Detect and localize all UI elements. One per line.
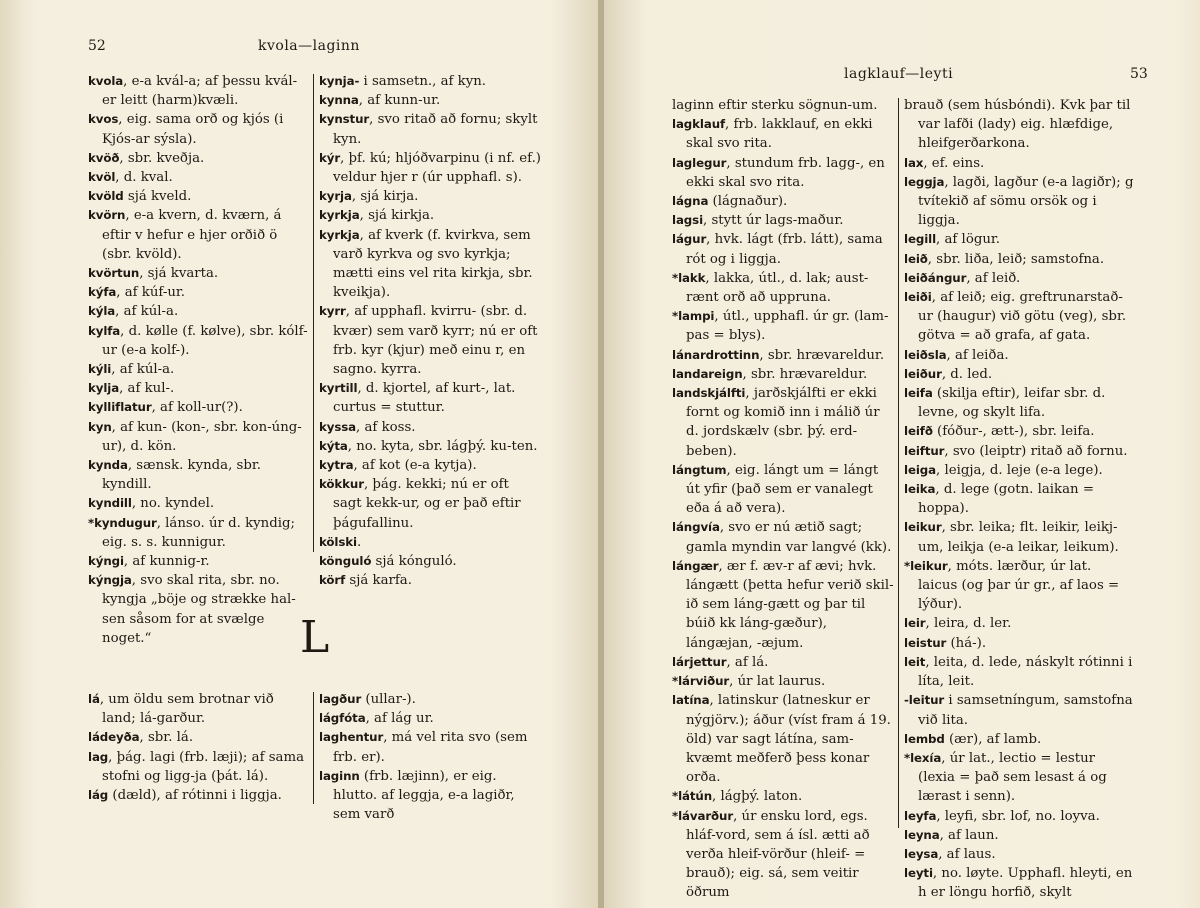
dictionary-entry bbox=[672, 115, 894, 153]
entry-headword: -leitur bbox=[904, 693, 945, 708]
entry-definition: brauð (sem húsbóndi). Kvk þar til var lafði (lady) eig. hlæfdige, hleifgerðarkona. bbox=[904, 98, 1131, 152]
dictionary-entry bbox=[672, 461, 894, 519]
entry-definition: i samsetn., af kyn. bbox=[359, 74, 487, 89]
entry-headword: lembd bbox=[904, 731, 945, 746]
entry-headword: laginn bbox=[319, 768, 360, 783]
entry-definition: , af kot (e-a kytja). bbox=[353, 458, 477, 474]
dictionary-column bbox=[904, 96, 1134, 903]
dictionary-entry bbox=[672, 557, 894, 653]
dictionary-entry bbox=[319, 767, 541, 825]
entry-definition: , svo ritað að fornu; skylt kyn. bbox=[333, 112, 538, 147]
entry-definition: , sbr. hrævareldur. bbox=[742, 366, 868, 382]
dictionary-entry bbox=[904, 864, 1134, 902]
entry-headword: leifð bbox=[904, 424, 933, 439]
entry-headword: leiðángur bbox=[904, 270, 967, 285]
dictionary-entry bbox=[672, 653, 894, 672]
entry-definition: , má vel rita svo (sem frb. er). bbox=[333, 730, 528, 765]
dictionary-entry bbox=[88, 552, 310, 571]
dictionary-entry bbox=[904, 518, 1134, 556]
dictionary-entry bbox=[672, 307, 894, 345]
entry-definition: (ær), af lamb. bbox=[944, 731, 1042, 747]
dictionary-entry bbox=[88, 690, 310, 728]
entry-headword: kyn bbox=[88, 419, 112, 434]
entry-definition: , leita, d. lede, náskylt rótinni i líta, leit. bbox=[918, 654, 1133, 690]
section-letter: L bbox=[300, 612, 330, 663]
entry-headword: lagklauf bbox=[672, 117, 726, 132]
entry-definition: , sbr. kveðja. bbox=[119, 150, 205, 166]
entry-definition: , af laus. bbox=[938, 846, 996, 862]
entry-definition: , af kul-. bbox=[119, 381, 175, 397]
dictionary-entry bbox=[672, 691, 894, 787]
dictionary-entry bbox=[319, 571, 541, 590]
dictionary-entry bbox=[904, 154, 1134, 173]
dictionary-entry bbox=[904, 422, 1134, 441]
entry-definition: , sjá kvarta. bbox=[139, 266, 219, 282]
entry-headword: leiftur bbox=[904, 443, 945, 458]
entry-definition: , sjá kirja. bbox=[351, 189, 419, 205]
dictionary-entry bbox=[88, 72, 310, 110]
entry-headword: kýngi bbox=[88, 554, 124, 569]
entry-definition: , lakka, útl., d. lak; aust-rænt orð að uppruna. bbox=[686, 270, 869, 306]
entry-headword: leiði bbox=[904, 290, 932, 305]
entry-headword: leika bbox=[904, 482, 936, 497]
entry-headword: *látún bbox=[672, 789, 713, 804]
entry-headword: *lávarður bbox=[672, 808, 734, 823]
entry-definition: , d. led. bbox=[941, 366, 993, 382]
entry-definition: i samsetníngum, samstofna við lita. bbox=[918, 693, 1133, 728]
dictionary-entry bbox=[88, 728, 310, 747]
dictionary-entry bbox=[319, 475, 541, 533]
entry-definition: sjá karfa. bbox=[345, 573, 412, 589]
entry-definition: , af koll-ur(?). bbox=[151, 400, 243, 416]
entry-headword: *lárviður bbox=[672, 674, 730, 689]
entry-headword: lag bbox=[88, 749, 109, 764]
entry-headword: kynna bbox=[319, 93, 359, 108]
dictionary-entry bbox=[88, 206, 310, 264]
dictionary-entry bbox=[904, 653, 1134, 691]
page-number: 53 bbox=[1130, 66, 1148, 82]
dictionary-entry bbox=[319, 437, 541, 456]
entry-definition: , af lögur. bbox=[936, 232, 1001, 248]
entry-definition: , sbr. lá. bbox=[139, 730, 194, 746]
entry-definition: , svo skal rita, sbr. no. kyngja „böje og strække hal-sen såsom for at svælge noget.“ bbox=[102, 573, 296, 646]
entry-definition: (ullar-). bbox=[361, 692, 416, 707]
dictionary-entry bbox=[904, 691, 1134, 729]
entry-headword: lárjettur bbox=[672, 654, 727, 669]
dictionary-entry bbox=[319, 690, 541, 709]
entry-headword: kökkur bbox=[319, 477, 364, 492]
entry-headword: lánardrottinn bbox=[672, 347, 760, 362]
entry-headword: leiga bbox=[904, 462, 936, 477]
entry-headword: kyssa bbox=[319, 419, 357, 434]
entry-definition: , þág. kekki; nú er oft sagt kekk-ur, og er það eftir þágufallinu. bbox=[333, 477, 521, 531]
entry-headword: laghentur bbox=[319, 730, 384, 745]
dictionary-entry bbox=[672, 269, 894, 307]
entry-definition: , af leið. bbox=[966, 270, 1021, 286]
entry-headword: kvörtun bbox=[88, 266, 140, 281]
dictionary-entry bbox=[88, 264, 310, 283]
dictionary-entry bbox=[319, 709, 541, 728]
column-rule bbox=[313, 74, 314, 552]
entry-definition: sjá kveld. bbox=[123, 189, 192, 205]
entry-headword: kýta bbox=[319, 438, 348, 453]
entry-headword: kylja bbox=[88, 381, 120, 396]
entry-definition: , d. kval. bbox=[115, 170, 173, 186]
entry-definition: , leira, d. ler. bbox=[925, 616, 1012, 632]
entry-headword: lagsi bbox=[672, 213, 704, 228]
entry-definition: , jarðskjálfti er ekki fornt og komið inn i málið úr d. jordskælv (sbr. þý. erd-beben). bbox=[686, 386, 880, 459]
dictionary-entry bbox=[88, 187, 310, 206]
entry-headword: leistur bbox=[904, 635, 947, 650]
left-page bbox=[0, 0, 598, 908]
entry-headword: kvola bbox=[88, 74, 124, 88]
entry-definition: (fóður-, ætt-), sbr. leifa. bbox=[932, 424, 1095, 440]
dictionary-entry bbox=[319, 379, 541, 417]
dictionary-entry bbox=[88, 494, 310, 513]
entry-headword: lágur bbox=[672, 232, 707, 247]
entry-definition: , d. lege (gotn. laikan = hoppa). bbox=[918, 482, 1094, 517]
entry-headword: leyfa bbox=[904, 808, 937, 823]
dictionary-entry bbox=[672, 787, 894, 806]
entry-headword: landareign bbox=[672, 366, 743, 381]
entry-headword: kylfa bbox=[88, 323, 121, 338]
entry-headword: *lakk bbox=[672, 270, 706, 285]
dictionary-entry bbox=[88, 360, 310, 379]
dictionary-entry bbox=[904, 557, 1134, 615]
entry-headword: laglegur bbox=[672, 155, 727, 170]
entry-definition: (há-). bbox=[946, 635, 987, 651]
dictionary-entry bbox=[672, 365, 894, 384]
dictionary-entry bbox=[672, 807, 894, 903]
dictionary-entry bbox=[319, 206, 541, 225]
entry-headword: lágfóta bbox=[319, 711, 366, 726]
entry-definition: , leyfi, sbr. lof, no. loyva. bbox=[936, 808, 1100, 824]
entry-definition: , eig. lángt um = lángt út yfir (það sem er vanalegt eða á að vera). bbox=[686, 462, 879, 517]
entry-definition: , no. løyte. Upphafl. hleyti, en h er löngu horfið, skylt bbox=[918, 866, 1133, 901]
entry-definition: , af kunn-ur. bbox=[358, 93, 441, 109]
entry-headword: *kyndugur bbox=[88, 515, 157, 530]
entry-headword: leyti bbox=[904, 866, 933, 881]
dictionary-entry bbox=[88, 322, 310, 360]
dictionary-entry bbox=[904, 730, 1134, 749]
entry-definition: , þág. lagi (frb. læji); af sama stofni og ligg-ja (þát. lá). bbox=[102, 749, 304, 784]
dictionary-entry bbox=[319, 72, 541, 91]
entry-headword: körf bbox=[319, 573, 346, 588]
entry-headword: leifa bbox=[904, 386, 933, 401]
entry-headword: *lexía bbox=[904, 750, 942, 765]
entry-definition: , þf. kú; hljóðvarpinu (i nf. ef.) veldur hjer r (úr upphafl. s). bbox=[333, 150, 541, 186]
entry-headword: leir bbox=[904, 616, 926, 631]
entry-definition: (frb. læjinn), er eig. hlutto. af leggja, e-a lagiðr, sem varð bbox=[333, 768, 515, 823]
entry-definition: , hvk. lágt (frb. látt), sama rót og i liggja. bbox=[686, 232, 883, 267]
dictionary-entry bbox=[904, 480, 1134, 518]
dictionary-entry bbox=[88, 168, 310, 187]
entry-headword: latína bbox=[672, 693, 710, 708]
dictionary-entry bbox=[88, 302, 310, 321]
entry-headword: kýr bbox=[319, 150, 341, 165]
dictionary-entry bbox=[672, 672, 894, 691]
entry-headword: kyrja bbox=[319, 189, 352, 204]
dictionary-entry bbox=[672, 154, 894, 192]
running-head: kvola—laginn bbox=[258, 38, 360, 54]
entry-headword: leikur bbox=[904, 520, 942, 535]
entry-definition: , af kúl-a. bbox=[111, 362, 175, 378]
entry-definition: , no. kyndel. bbox=[131, 496, 215, 512]
column-rule bbox=[898, 98, 899, 828]
dictionary-entry bbox=[88, 149, 310, 168]
entry-definition: , af upphafl. kvirru- (sbr. d. kvær) sem varð kyrr; nú er oft frb. kyr (kjur) með einu r, en sagno. kyrra. bbox=[333, 304, 538, 378]
entry-definition: , d. kølle (f. kølve), sbr. kólf-ur (e-a kolf-). bbox=[102, 323, 308, 358]
entry-headword: lángær bbox=[672, 558, 719, 573]
entry-definition: , sænsk. kynda, sbr. kyndill. bbox=[102, 458, 262, 493]
entry-definition: , af kverk (f. kvirkva, sem varð kyrkva og svo kyrkja; mætti eins vel rita kirkja, sbr. kveikja). bbox=[333, 227, 533, 301]
entry-headword: kyrr bbox=[319, 304, 346, 319]
entry-headword: *lampi bbox=[672, 309, 715, 324]
dictionary-entry bbox=[672, 518, 894, 556]
entry-definition: , af leiða. bbox=[946, 347, 1009, 363]
dictionary-entry bbox=[904, 269, 1134, 288]
page-number: 52 bbox=[88, 38, 106, 54]
entry-headword: kytra bbox=[319, 458, 354, 473]
dictionary-entry bbox=[319, 149, 541, 187]
entry-headword: ládeyða bbox=[88, 730, 140, 745]
entry-definition: , no. kyta, sbr. lágþý. ku-ten. bbox=[347, 438, 538, 454]
entry-definition: , ær f. æv-r af ævi; hvk. lángætt (þetta hefur verið skil-ið sem láng-gætt og þar til búið kk láng-gæður), lángæjan, -æjum. bbox=[686, 558, 894, 651]
entry-definition: , af koss. bbox=[356, 419, 416, 435]
entry-headword: leyna bbox=[904, 827, 940, 842]
dictionary-entry bbox=[88, 398, 310, 417]
entry-headword: *leikur bbox=[904, 558, 948, 573]
dictionary-entry bbox=[319, 418, 541, 437]
entry-headword: leysa bbox=[904, 846, 939, 861]
entry-definition: , úr lat laurus. bbox=[729, 674, 826, 690]
dictionary-entry bbox=[904, 365, 1134, 384]
entry-headword: lág bbox=[88, 788, 109, 803]
entry-headword: leggja bbox=[904, 174, 945, 189]
dictionary-entry bbox=[904, 96, 1134, 154]
dictionary-column bbox=[88, 690, 310, 805]
entry-headword: kvos bbox=[88, 112, 119, 127]
entry-definition: , af kunnig-r. bbox=[123, 554, 210, 570]
entry-headword: lángvía bbox=[672, 520, 720, 535]
dictionary-entry bbox=[904, 442, 1134, 461]
entry-headword: lagður bbox=[319, 692, 362, 706]
entry-headword: lax bbox=[904, 155, 924, 170]
entry-headword: landskjálfti bbox=[672, 386, 746, 401]
entry-headword: kynda bbox=[88, 458, 128, 473]
entry-definition: , e-a kvern, d. kværn, á eftir v hefur e hjer orðið ö (sbr. kvöld). bbox=[102, 208, 282, 262]
entry-headword: lágna bbox=[672, 194, 709, 209]
entry-definition: , frb. lakklauf, en ekki skal svo rita. bbox=[686, 117, 873, 152]
dictionary-column bbox=[672, 96, 894, 903]
entry-definition: , latinskur (latneskur er nýgjörv.); áður (víst fram á 19. öld) var sagt látína, sam-kvæmt meðferð þess konar orða. bbox=[686, 693, 891, 786]
dictionary-entry bbox=[904, 230, 1134, 249]
entry-definition: , e-a kvál-a; af þessu kvál-er leitt (harm)kvæli. bbox=[102, 74, 298, 109]
entry-definition: , leigja, d. leje (e-a lege). bbox=[936, 462, 1103, 478]
entry-headword: leit bbox=[904, 654, 926, 669]
dictionary-entry bbox=[904, 346, 1134, 365]
entry-headword: kvöld bbox=[88, 189, 124, 204]
dictionary-entry bbox=[672, 192, 894, 211]
entry-definition: , af lág ur. bbox=[365, 711, 434, 727]
dictionary-entry bbox=[319, 187, 541, 206]
entry-definition: , úr lat., lectio = lestur (lexia = það sem lesast á og lærast i senn). bbox=[918, 750, 1107, 805]
dictionary-entry bbox=[88, 379, 310, 398]
dictionary-entry bbox=[319, 302, 541, 379]
entry-definition: , stytt úr lags-maður. bbox=[703, 213, 844, 229]
entry-definition: , svo (leiptr) ritað að fornu. bbox=[944, 443, 1128, 459]
dictionary-entry bbox=[88, 571, 310, 648]
dictionary-entry bbox=[319, 226, 541, 303]
entry-definition: sjá kónguló. bbox=[371, 554, 457, 570]
running-head: lagklauf—leyti bbox=[844, 66, 954, 82]
entry-definition: (skilja eftir), leifar sbr. d. levne, og skylt lifa. bbox=[918, 386, 1106, 421]
entry-headword: kvörn bbox=[88, 208, 126, 223]
entry-definition: , móts. lærður, úr lat. laicus (og þar úr gr., af laos = lýður). bbox=[918, 558, 1120, 613]
dictionary-entry bbox=[904, 461, 1134, 480]
entry-definition: , útl., upphafl. úr gr. (lam-pas = blys). bbox=[686, 309, 889, 344]
dictionary-entry bbox=[904, 288, 1134, 346]
entry-headword: kýfa bbox=[88, 285, 117, 300]
dictionary-entry bbox=[88, 514, 310, 552]
entry-definition: , sjá kirkja. bbox=[359, 208, 435, 224]
dictionary-entry bbox=[904, 845, 1134, 864]
dictionary-entry bbox=[319, 91, 541, 110]
dictionary-entry bbox=[904, 749, 1134, 807]
dictionary-entry bbox=[88, 748, 310, 786]
dictionary-entry bbox=[319, 728, 541, 766]
dictionary-entry bbox=[904, 634, 1134, 653]
entry-definition: laginn eftir sterku sögnun-um. bbox=[672, 98, 878, 113]
dictionary-entry bbox=[904, 614, 1134, 633]
entry-headword: lángtum bbox=[672, 462, 727, 477]
entry-headword: kynja- bbox=[319, 74, 360, 88]
dictionary-entry bbox=[672, 384, 894, 461]
dictionary-entry bbox=[672, 230, 894, 268]
dictionary-entry bbox=[904, 250, 1134, 269]
dictionary-column bbox=[319, 72, 541, 590]
entry-headword: kylliflatur bbox=[88, 400, 152, 415]
entry-definition: , eig. sama orð og kjós (i Kjós-ar sýsla). bbox=[102, 112, 284, 147]
entry-headword: leið bbox=[904, 251, 928, 266]
dictionary-entry bbox=[88, 418, 310, 456]
dictionary-entry bbox=[88, 283, 310, 302]
dictionary-entry bbox=[904, 807, 1134, 826]
entry-headword: legill bbox=[904, 232, 937, 247]
entry-definition: , ef. eins. bbox=[923, 155, 985, 171]
entry-headword: lá bbox=[88, 692, 100, 706]
entry-headword: kýngja bbox=[88, 573, 132, 588]
dictionary-entry bbox=[672, 346, 894, 365]
dictionary-column bbox=[319, 690, 541, 824]
entry-definition: , af laun. bbox=[939, 827, 999, 843]
entry-definition: (dæld), af rótinni i liggja. bbox=[108, 788, 282, 804]
entry-definition: , af lá. bbox=[726, 654, 769, 670]
entry-definition: , af kun- (kon-, sbr. kon-úng-ur), d. kön. bbox=[102, 419, 302, 454]
entry-headword: kýli bbox=[88, 362, 112, 377]
entry-definition: , sbr. hrævareldur. bbox=[759, 347, 885, 363]
entry-definition: , sbr. liða, leið; samstofna. bbox=[927, 251, 1105, 267]
entry-headword: leiðsla bbox=[904, 347, 947, 362]
dictionary-column bbox=[88, 72, 310, 648]
entry-headword: kyrkja bbox=[319, 208, 360, 223]
entry-definition: , af leið; eig. greftrunarstað-ur (haugur) við götu (veg), sbr. götva = að grafa, af gata. bbox=[918, 290, 1127, 344]
entry-headword: kölski bbox=[319, 534, 357, 549]
entry-definition: , lánso. úr d. kyndig; eig. s. s. kunnigur. bbox=[102, 515, 295, 550]
dictionary-entry bbox=[319, 533, 541, 552]
dictionary-entry bbox=[88, 786, 310, 805]
entry-definition: , svo er nú ætið sagt; gamla myndin var langvé (kk). bbox=[686, 520, 892, 555]
entry-headword: kynstur bbox=[319, 112, 370, 127]
entry-definition: (lágnaður). bbox=[708, 194, 788, 210]
entry-headword: kvöð bbox=[88, 150, 120, 165]
entry-headword: könguló bbox=[319, 554, 372, 569]
dictionary-entry bbox=[904, 826, 1134, 845]
column-rule bbox=[313, 692, 314, 804]
entry-definition: , d. kjortel, af kurt-, lat. curtus = stuttur. bbox=[333, 381, 516, 416]
right-page bbox=[604, 0, 1200, 908]
dictionary-entry bbox=[88, 456, 310, 494]
dictionary-entry bbox=[904, 173, 1134, 231]
dictionary-entry bbox=[672, 211, 894, 230]
entry-definition: , um öldu sem brotnar við land; lá-garður. bbox=[99, 692, 274, 727]
entry-definition: , af kúf-ur. bbox=[116, 285, 186, 301]
entry-headword: kýla bbox=[88, 304, 116, 319]
entry-headword: kyndill bbox=[88, 496, 132, 511]
dictionary-entry bbox=[319, 110, 541, 148]
entry-definition: , lágþý. laton. bbox=[712, 789, 803, 805]
entry-definition: . bbox=[357, 534, 362, 550]
entry-headword: kyrkja bbox=[319, 227, 360, 242]
dictionary-entry bbox=[88, 110, 310, 148]
dictionary-entry bbox=[672, 96, 894, 115]
entry-definition: , stundum frb. lagg-, en ekki skal svo rita. bbox=[686, 155, 885, 190]
entry-headword: kvöl bbox=[88, 170, 116, 185]
entry-definition: , úr ensku lord, egs. hláf-vord, sem á ísl. ætti að verða hleif-vörður (hleif- = brauð); eig. sá, sem veitir öðrum bbox=[686, 808, 870, 901]
entry-headword: kyrtill bbox=[319, 381, 358, 396]
dictionary-entry bbox=[319, 552, 541, 571]
entry-definition: , sbr. leika; flt. leikir, leikj-um, leikja (e-a leikar, leikum). bbox=[918, 520, 1119, 555]
dictionary-entry bbox=[319, 456, 541, 475]
entry-definition: , lagði, lagður (e-a lagiðr); g tvítekið af sömu orsök og i liggja. bbox=[918, 174, 1134, 229]
entry-headword: leiður bbox=[904, 366, 942, 381]
entry-definition: , af kúl-a. bbox=[115, 304, 179, 320]
dictionary-entry bbox=[904, 384, 1134, 422]
